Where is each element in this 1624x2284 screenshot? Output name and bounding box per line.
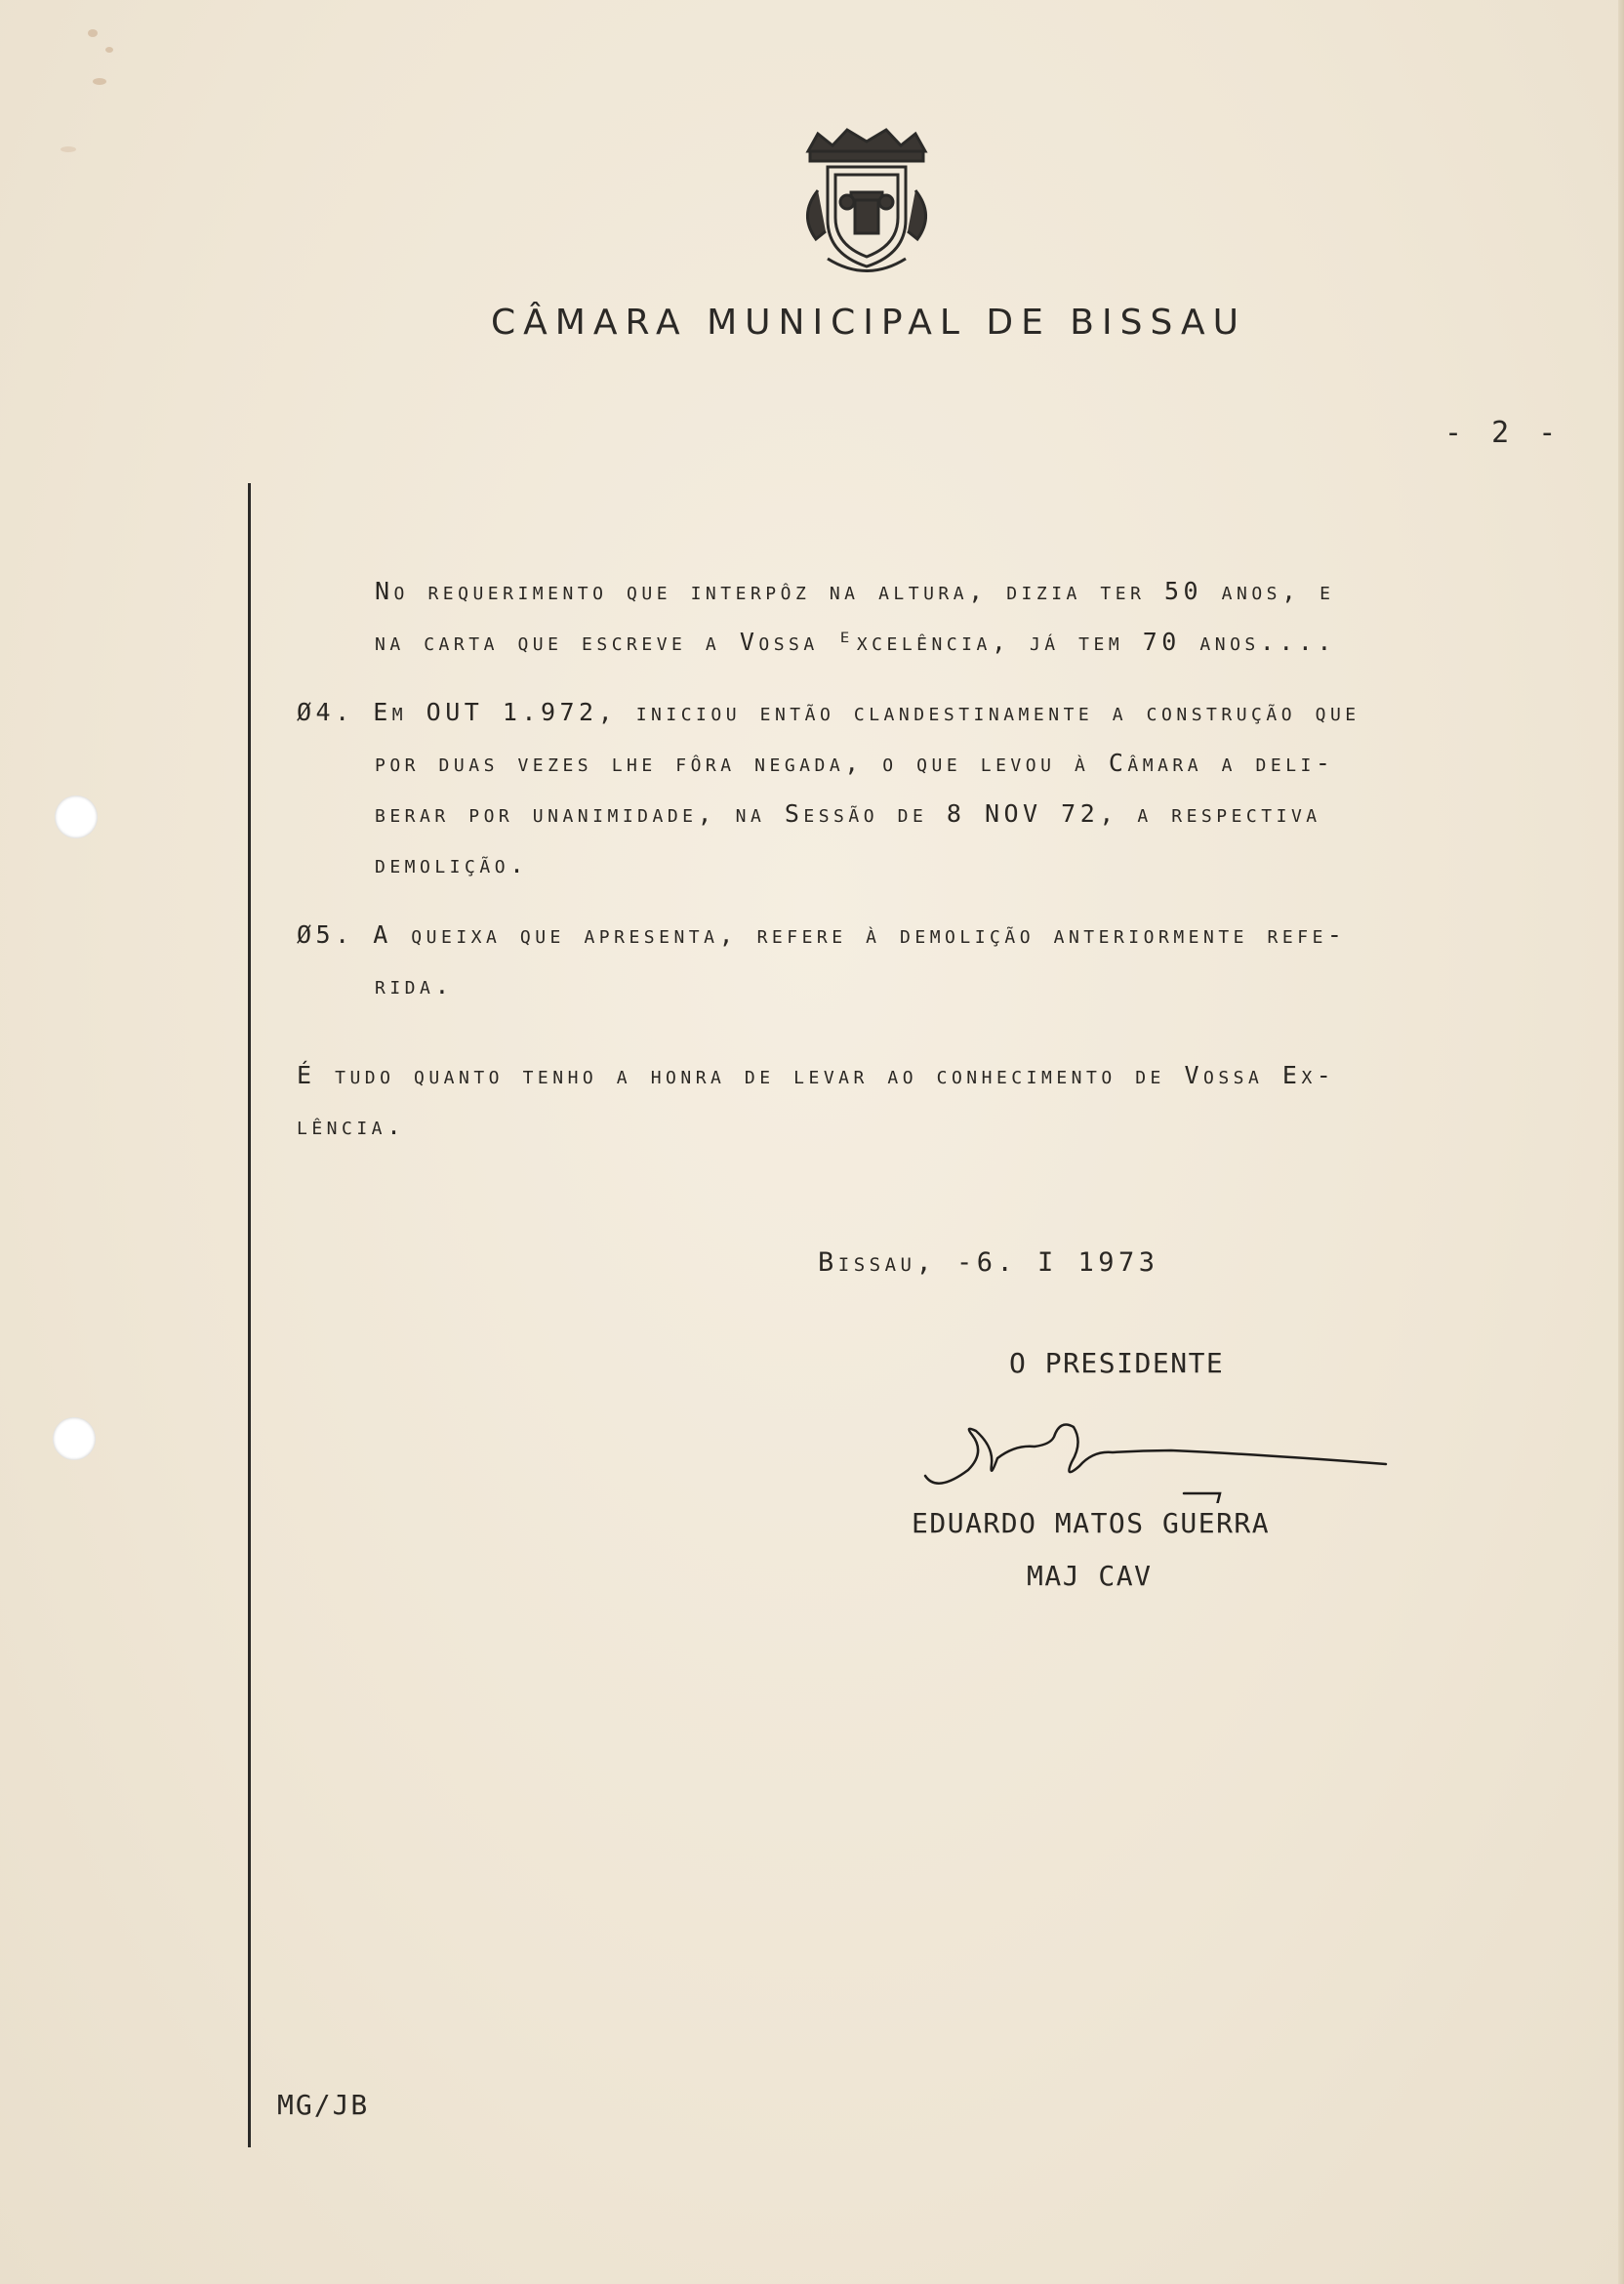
paragraph-line: na carta que escreve a Vossa ᴱxcelência, já tem 70 anos.... xyxy=(375,628,1336,656)
paragraph-line: berar por unanimidade, na Sessão de 8 NOV 72, a respectiva xyxy=(375,799,1321,828)
punch-hole-top xyxy=(55,795,98,838)
punch-hole-bottom xyxy=(53,1417,96,1460)
page-number: - 2 - xyxy=(1444,416,1563,450)
signatory-rank: MAJ CAV xyxy=(1027,1560,1153,1592)
margin-rule xyxy=(248,483,251,2147)
signatory-name: EDUARDO MATOS GUERRA xyxy=(912,1507,1271,1539)
stain-mark xyxy=(61,146,76,152)
handwritten-signature xyxy=(908,1386,1396,1503)
crest-icon xyxy=(789,122,945,278)
stain-mark xyxy=(93,78,106,85)
signatory-role: O PRESIDENTE xyxy=(1009,1347,1225,1379)
dateline: Bissau, -6. I 1973 xyxy=(818,1247,1159,1278)
paragraph-line: No requerimento que interpôz na altura, dizia ter 50 anos, e xyxy=(375,577,1335,605)
paper-edge xyxy=(1618,0,1624,2284)
paragraph-line: rida. xyxy=(375,971,454,999)
paragraph-line: por duas vezes lhe fôra negada, o que levou à Câmara a deli- xyxy=(375,749,1335,777)
paragraph-line: Ø5. A queixa que apresenta, refere à demolição anteriormente refe- xyxy=(297,920,1347,949)
paragraph-line: demolição. xyxy=(375,850,529,878)
stain-mark xyxy=(88,29,98,37)
paragraph-line: Ø4. Em OUT 1.972, iniciou então clandestinamente a construção que xyxy=(297,698,1360,726)
paragraph-line: lência. xyxy=(297,1112,406,1140)
typist-initials: MG/JB xyxy=(277,2089,370,2121)
page-title: CÂMARA MUNICIPAL DE BISSAU xyxy=(491,303,1246,343)
paragraph-line: É tudo quanto tenho a honra de levar ao conhecimento de Vossa Ex- xyxy=(297,1061,1336,1089)
stain-mark xyxy=(105,47,113,53)
